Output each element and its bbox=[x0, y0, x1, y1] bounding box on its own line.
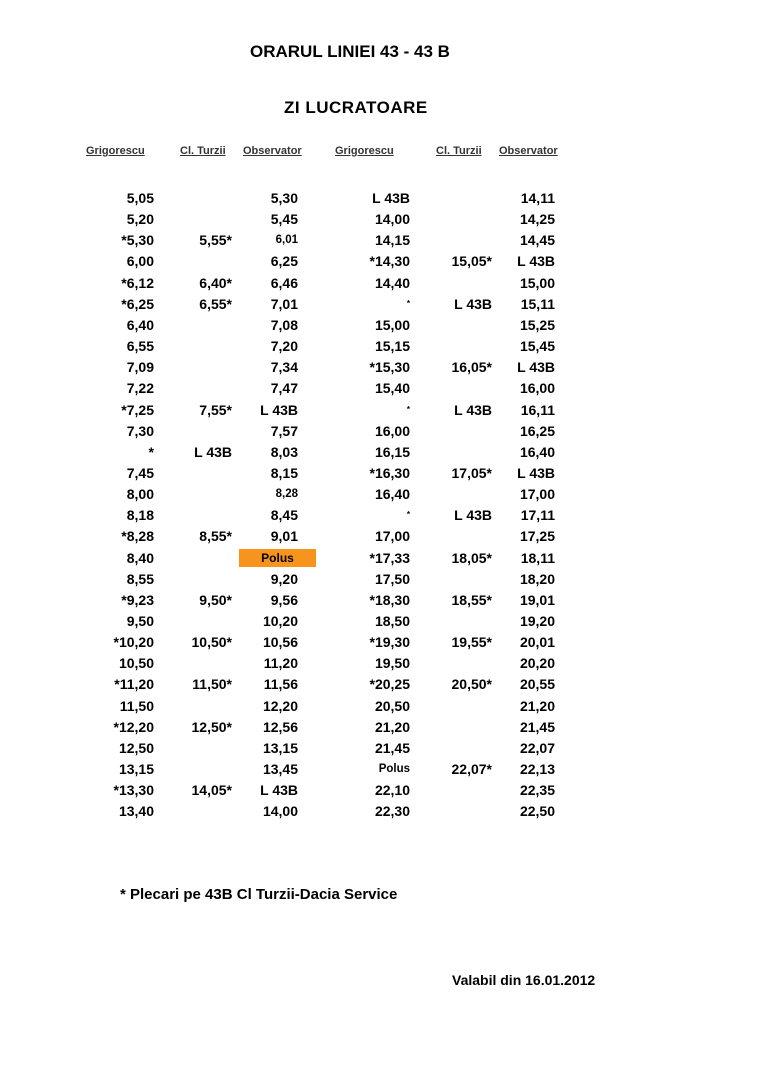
table-cell: 22,13 bbox=[519, 761, 555, 778]
table-cell: *11,20 bbox=[114, 676, 154, 693]
table-cell: 20,50 bbox=[374, 697, 410, 714]
table-cell: 7,47 bbox=[270, 380, 298, 397]
title-text: ORARUL LINIEI 43 - 43 B bbox=[250, 42, 450, 61]
table-cell: 7,22 bbox=[126, 380, 154, 397]
table-cell: L 43B bbox=[517, 253, 555, 270]
table-cell: 5,20 bbox=[126, 211, 154, 228]
table-cell: 18,11 bbox=[520, 549, 555, 566]
table-cell: 16,40 bbox=[374, 486, 410, 503]
table-cell: 13,40 bbox=[118, 803, 154, 820]
table-cell: *9,23 bbox=[121, 591, 154, 608]
table-cell: *16,30 bbox=[369, 464, 410, 481]
table-cell: 5,45 bbox=[270, 211, 298, 228]
table-cell: 19,55* bbox=[451, 634, 492, 651]
table-cell: 9,50 bbox=[126, 613, 154, 629]
table-cell: 5,30 bbox=[270, 190, 298, 206]
table-cell: 7,01 bbox=[270, 295, 298, 312]
column-header: Grigorescu bbox=[86, 145, 145, 157]
table-cell: 15,05* bbox=[451, 253, 492, 270]
table-cell: 17,00 bbox=[374, 528, 410, 545]
table-cell: 14,00 bbox=[262, 803, 298, 820]
table-cell: 5,05 bbox=[126, 190, 154, 206]
table-cell: L 43B bbox=[454, 401, 492, 418]
table-cell: 15,45 bbox=[519, 338, 555, 355]
table-cell: *20,25 bbox=[369, 676, 410, 693]
table-cell: 16,11 bbox=[520, 401, 555, 418]
table-cell: 12,50* bbox=[191, 718, 232, 735]
table-cell: 11,56 bbox=[263, 676, 298, 693]
table-cell: 17,25 bbox=[519, 528, 555, 545]
table-cell: 7,20 bbox=[270, 338, 298, 355]
table-cell: 8,15 bbox=[270, 464, 298, 481]
table-cell: 13,15 bbox=[262, 739, 298, 756]
table-cell: 15,00 bbox=[374, 316, 410, 333]
table-cell: 6,40* bbox=[199, 274, 232, 291]
table-cell: 8,03 bbox=[270, 443, 298, 460]
table-cell: 18,55* bbox=[451, 591, 492, 608]
table-cell: 18,20 bbox=[519, 570, 555, 587]
table-cell: 11,20 bbox=[263, 655, 298, 672]
table-cell: 21,45 bbox=[519, 718, 555, 735]
table-cell: 15,00 bbox=[519, 274, 555, 291]
valid-from: Valabil din 16.01.2012 bbox=[452, 972, 596, 988]
table-cell: 22,30 bbox=[374, 803, 410, 820]
table-cell: 16,15 bbox=[374, 443, 410, 460]
table-cell: 7,09 bbox=[126, 359, 154, 376]
table-cell: 16,05* bbox=[451, 359, 492, 376]
table-cell: 9,56 bbox=[270, 591, 298, 608]
table-cell: *8,28 bbox=[121, 528, 154, 545]
column-header: Grigorescu bbox=[335, 145, 394, 157]
table-cell: 17,11 bbox=[520, 507, 555, 524]
table-cell: 9,20 bbox=[270, 570, 298, 587]
table-cell: 8,00 bbox=[126, 486, 154, 503]
table-cell: * bbox=[148, 443, 154, 460]
table-cell: 10,50 bbox=[118, 655, 154, 672]
table-cell: *19,30 bbox=[369, 634, 410, 651]
table-cell: *6,12 bbox=[121, 274, 154, 291]
table-cell: L 43B bbox=[260, 782, 298, 799]
table-cell: Polus bbox=[378, 763, 410, 776]
table-cell: 10,56 bbox=[262, 634, 298, 651]
table-cell: 14,15 bbox=[374, 232, 410, 249]
column-header: Cl. Turzii bbox=[180, 145, 226, 157]
table-cell: 14,25 bbox=[519, 211, 555, 228]
footnote: * Plecari pe 43B Cl Turzii-Dacia Service bbox=[120, 886, 398, 903]
table-cell: 15,25 bbox=[519, 316, 555, 333]
table-cell: 7,34 bbox=[270, 359, 298, 376]
table-cell: *18,30 bbox=[369, 591, 410, 608]
column-header: Observator bbox=[243, 145, 302, 157]
table-cell: 18,50 bbox=[374, 613, 410, 629]
table-cell: L 43B bbox=[260, 401, 298, 418]
table-cell: 19,50 bbox=[374, 655, 410, 672]
table-cell: 14,05* bbox=[191, 782, 232, 799]
table-cell: 16,00 bbox=[519, 380, 555, 397]
column-header: Observator bbox=[499, 145, 558, 157]
table-cell: 8,55* bbox=[199, 528, 232, 545]
table-cell: 16,25 bbox=[519, 422, 555, 439]
table-cell: 12,50 bbox=[118, 739, 154, 756]
table-cell: L 43B bbox=[517, 464, 555, 481]
table-cell: 11,50* bbox=[192, 676, 232, 693]
table-cell: 13,15 bbox=[118, 761, 154, 778]
table-cell: 22,50 bbox=[519, 803, 555, 820]
table-cell: 6,00 bbox=[126, 253, 154, 270]
table-cell: *5,30 bbox=[121, 232, 154, 249]
table-cell: 17,00 bbox=[519, 486, 555, 503]
table-cell: 22,10 bbox=[374, 782, 410, 799]
table-cell: 17,50 bbox=[374, 570, 410, 587]
table-cell: 6,25 bbox=[270, 253, 298, 270]
table-cell: 15,11 bbox=[520, 295, 555, 312]
table-cell: 14,00 bbox=[374, 211, 410, 228]
table-cell: *14,30 bbox=[369, 253, 410, 270]
table-cell: 8,45 bbox=[270, 507, 298, 524]
table-cell: 5,55* bbox=[199, 232, 232, 249]
table-cell: 6,01 bbox=[275, 234, 298, 247]
table-cell: 22,35 bbox=[519, 782, 555, 799]
table-cell: 6,46 bbox=[270, 274, 298, 291]
column-header: Cl. Turzii bbox=[436, 145, 482, 157]
table-cell: 18,05* bbox=[451, 549, 492, 566]
table-cell: 15,40 bbox=[374, 380, 410, 397]
table-cell: 19,01 bbox=[519, 591, 555, 608]
table-cell: * bbox=[406, 404, 410, 414]
table-cell: 20,20 bbox=[519, 655, 555, 672]
table-cell: 7,55* bbox=[199, 401, 232, 418]
table-cell: L 43B bbox=[372, 190, 410, 206]
table-cell: 13,45 bbox=[262, 761, 298, 778]
table-cell: 17,05* bbox=[451, 464, 492, 481]
table-cell: 6,55 bbox=[126, 338, 154, 355]
table-cell: 9,01 bbox=[270, 528, 298, 545]
table-cell: 22,07* bbox=[451, 761, 492, 778]
table-cell: 22,07 bbox=[519, 739, 555, 756]
table-cell: Polus bbox=[239, 549, 316, 567]
table-cell: *15,30 bbox=[369, 359, 410, 376]
table-cell: * bbox=[406, 510, 410, 520]
table-cell: 16,40 bbox=[519, 443, 555, 460]
table-cell: 12,20 bbox=[262, 697, 298, 714]
table-cell: L 43B bbox=[454, 507, 492, 524]
table-cell: 21,20 bbox=[374, 718, 410, 735]
table-cell: 6,55* bbox=[199, 295, 232, 312]
table-cell: 8,28 bbox=[275, 488, 298, 501]
table-cell: 20,01 bbox=[519, 634, 555, 651]
table-cell: 8,55 bbox=[126, 570, 154, 587]
table-cell: 11,50 bbox=[119, 697, 154, 714]
table-cell: 20,50* bbox=[451, 676, 492, 693]
table-cell: 6,40 bbox=[126, 316, 154, 333]
table-cell: 19,20 bbox=[519, 613, 555, 629]
table-cell: *12,20 bbox=[113, 718, 154, 735]
table-cell: *10,20 bbox=[113, 634, 154, 651]
table-cell: L 43B bbox=[454, 295, 492, 312]
table-cell: * bbox=[406, 298, 410, 308]
table-cell: 14,11 bbox=[520, 190, 555, 206]
table-cell: 7,08 bbox=[270, 316, 298, 333]
table-cell: 8,18 bbox=[126, 507, 154, 524]
table-cell: 21,20 bbox=[519, 697, 555, 714]
table-cell: *7,25 bbox=[121, 401, 154, 418]
table-cell: 16,00 bbox=[374, 422, 410, 439]
table-cell: 10,20 bbox=[262, 613, 298, 629]
table-cell: *6,25 bbox=[121, 295, 154, 312]
table-cell: 8,40 bbox=[126, 549, 154, 566]
table-cell: L 43B bbox=[517, 359, 555, 376]
subtitle-text: ZI LUCRATOARE bbox=[284, 98, 428, 117]
table-cell: 7,30 bbox=[126, 422, 154, 439]
table-cell: *17,33 bbox=[369, 549, 410, 566]
table-cell: L 43B bbox=[194, 443, 232, 460]
table-cell: 14,40 bbox=[374, 274, 410, 291]
table-cell: 20,55 bbox=[519, 676, 555, 693]
table-cell: 7,57 bbox=[270, 422, 298, 439]
table-cell: 7,45 bbox=[126, 464, 154, 481]
table-cell: 14,45 bbox=[519, 232, 555, 249]
table-cell: 10,50* bbox=[191, 634, 232, 651]
table-cell: 12,56 bbox=[262, 718, 298, 735]
table-cell: *13,30 bbox=[113, 782, 154, 799]
table-cell: 15,15 bbox=[374, 338, 410, 355]
table-cell: 9,50* bbox=[199, 591, 232, 608]
table-cell: 21,45 bbox=[374, 739, 410, 756]
